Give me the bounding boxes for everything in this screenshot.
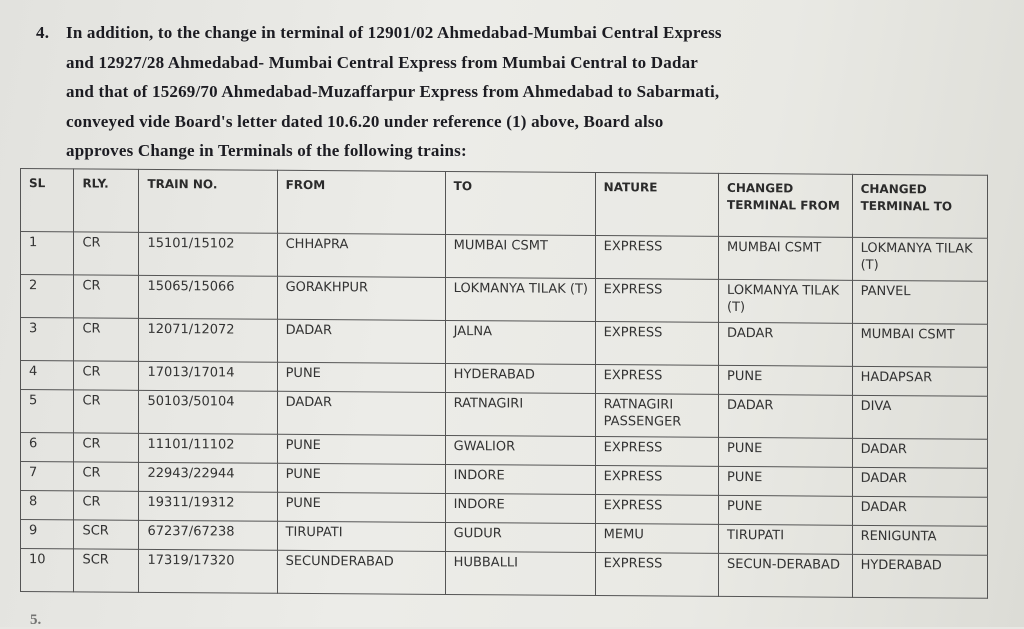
cell-sl: 8 [21,491,74,520]
header-sl: SL [21,169,74,232]
cell-to: RATNAGIRI [445,392,595,436]
cell-sl: 9 [21,520,74,549]
table-header-row [21,169,988,239]
cell-train-no: 50103/50104 [139,390,277,434]
cell-sl: 2 [21,275,74,318]
cell-changed-terminal-to: PANVEL [852,280,987,324]
cell-from: SECUNDERABAD [277,550,445,594]
cell-rly: CR [74,462,139,491]
cell-nature: EXPRESS [595,365,718,395]
cell-changed-terminal-from: PUNE [719,495,853,525]
cell-to: JALNA [445,320,595,364]
cell-changed-terminal-from: TIRUPATI [719,524,853,554]
cell-sl: 10 [21,549,74,592]
cell-rly: CR [74,491,139,520]
cell-changed-terminal-from: PUNE [719,466,853,496]
cell-nature: EXPRESS [595,495,718,525]
cell-to: HYDERABAD [445,363,595,393]
cell-changed-terminal-to: LOKMANYA TILAK (T) [852,237,987,281]
cell-train-no: 17319/17320 [139,549,277,593]
cell-nature: MEMU [595,524,718,554]
cell-from: PUNE [277,492,445,522]
cell-to: INDORE [445,464,595,494]
cell-from: PUNE [277,362,445,392]
paragraph-line-2: and 12927/28 Ahmedabad- Mumbai Central Express from Mumbai Central to Dadar [66,52,699,72]
next-paragraph-number: 5. [30,612,42,628]
cell-rly: CR [74,232,139,275]
cell-changed-terminal-from: PUNE [719,437,853,467]
cell-sl: 4 [21,361,74,390]
cell-train-no: 11101/11102 [139,433,277,463]
cell-train-no: 15065/15066 [139,275,277,319]
cell-from: PUNE [277,434,445,464]
cell-from: PUNE [277,463,445,493]
cell-to: GUDUR [445,522,595,552]
header-from: FROM [277,170,445,234]
paragraph-4 [36,18,986,166]
table-row [21,549,988,599]
cell-from: DADAR [277,391,445,435]
cell-changed-terminal-to: RENIGUNTA [852,525,987,555]
cell-nature: EXPRESS [595,279,718,323]
cell-changed-terminal-from: MUMBAI CSMT [719,236,853,280]
cell-rly: CR [74,318,139,361]
cell-sl: 1 [21,232,74,275]
cell-nature: EXPRESS [595,553,718,597]
cell-changed-terminal-to: DADAR [852,467,987,497]
header-to: TO [445,171,595,235]
cell-from: GORAKHPUR [277,276,445,320]
paragraph-number: 4. [36,23,50,42]
cell-sl: 3 [21,318,74,361]
table-row [21,275,988,325]
cell-to: INDORE [445,493,595,523]
cell-sl: 6 [21,433,74,462]
header-changed-terminal-to: CHANGED TERMINAL TO [852,174,987,238]
cell-rly: SCR [74,549,139,592]
cell-nature: EXPRESS [595,322,718,366]
cell-nature: EXPRESS [595,236,718,280]
cell-rly: CR [74,361,139,390]
cell-changed-terminal-to: DADAR [852,496,987,526]
cell-rly: CR [74,275,139,318]
paragraph-line-1 [36,18,986,48]
cell-from: CHHAPRA [277,233,445,277]
cell-changed-terminal-from: SECUN-DERABAD [719,553,853,597]
cell-changed-terminal-to: DIVA [852,395,987,439]
cell-train-no: 67237/67238 [139,520,277,550]
cell-nature: EXPRESS [595,466,718,496]
paragraph-text: approves [66,141,138,160]
table-body [21,232,988,599]
cell-changed-terminal-to: MUMBAI CSMT [852,323,987,367]
cell-rly: CR [74,390,139,433]
cell-to: HUBBALLI [445,551,595,595]
paragraph-line-5 [36,136,986,166]
terminal-change-table [20,168,988,599]
cell-rly: CR [74,433,139,462]
cell-train-no: 12071/12072 [139,318,277,362]
cell-changed-terminal-to: DADAR [852,438,987,468]
cell-to: LOKMANYA TILAK (T) [445,277,595,321]
cell-from: DADAR [277,319,445,363]
cell-changed-terminal-from: LOKMANYA TILAK (T) [719,279,853,323]
table-row [21,232,988,282]
cell-nature: RATNAGIRI PASSENGER [595,394,718,438]
table-row [21,390,988,440]
header-changed-terminal-from: CHANGED TERMINAL FROM [719,173,853,237]
cell-train-no: 15101/15102 [139,232,277,276]
cell-train-no: 19311/19312 [139,491,277,521]
cell-rly: SCR [74,520,139,549]
cell-changed-terminal-to: HADAPSAR [852,366,987,396]
cell-sl: 7 [21,462,74,491]
header-nature: NATURE [595,173,718,237]
header-rly: RLY. [74,169,139,232]
table-row [21,318,988,368]
cell-to: MUMBAI CSMT [445,234,595,278]
header-train-no: TRAIN NO. [139,169,277,233]
paragraph-emphasis: Change in Terminals [137,141,293,160]
paragraph-line-4: conveyed vide Board's letter dated 10.6.20 under reference (1) above, Board also [66,111,664,131]
paragraph-line-3: and that of 15269/70 Ahmedabad-Muzaffarpur Express from Ahmedabad to Sabarmati, [66,82,720,101]
cell-nature: EXPRESS [595,437,718,467]
paragraph-text: of the following trains: [292,141,467,160]
paragraph-text: In addition, to the change in terminal of 12901/02 Ahmedabad-Mumbai Central Express [66,23,722,42]
cell-to: GWALIOR [445,435,595,465]
cell-train-no: 17013/17014 [139,361,277,391]
cell-from: TIRUPATI [277,521,445,551]
cell-sl: 5 [21,390,74,433]
cell-changed-terminal-to: HYDERABAD [852,554,987,598]
cell-changed-terminal-from: PUNE [719,365,853,395]
cell-changed-terminal-from: DADAR [719,394,853,438]
cell-train-no: 22943/22944 [139,462,277,492]
cell-changed-terminal-from: DADAR [719,322,853,366]
